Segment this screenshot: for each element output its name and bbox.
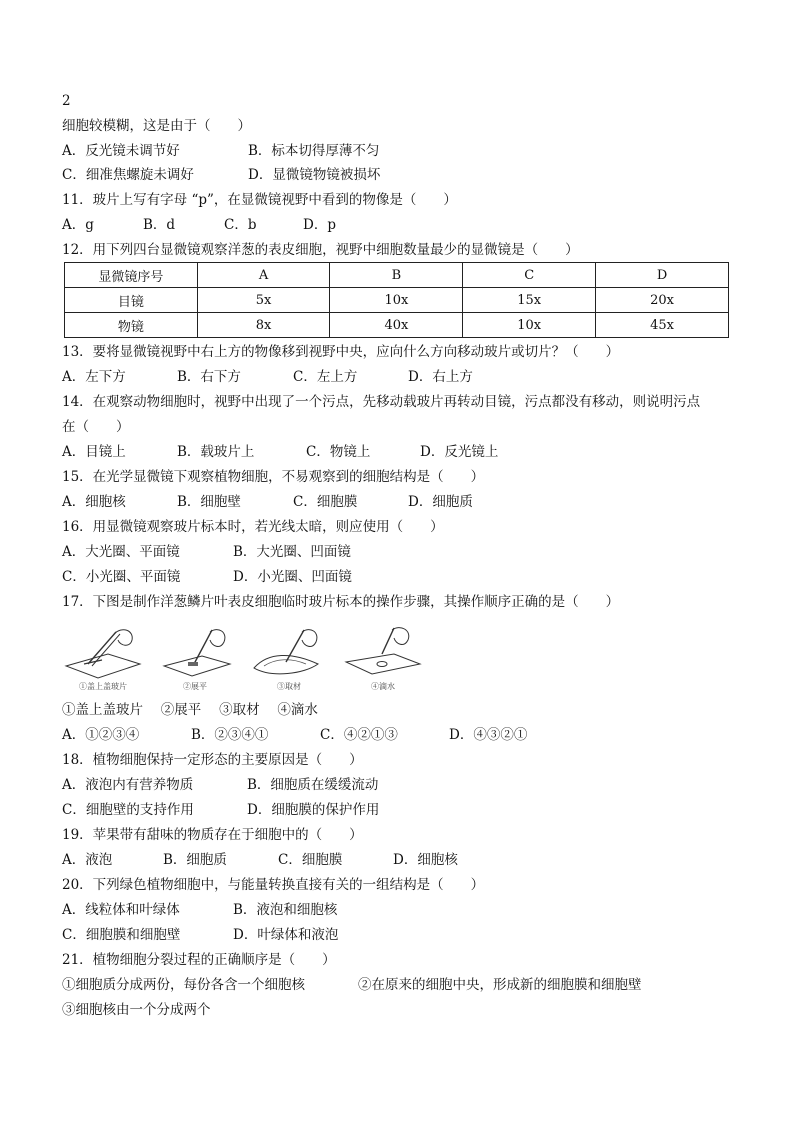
q15-option-a: A．细胞核	[62, 494, 126, 510]
q16-option-c: C．小光圈、平面镜	[62, 569, 181, 585]
table-cell: D	[596, 263, 729, 288]
step-caption: ①盖上盖玻片	[79, 682, 127, 691]
table-cell: C	[463, 263, 596, 288]
q16-option-d: D．小光圈、凹面镜	[233, 569, 352, 585]
table-cell: 8x	[197, 313, 330, 338]
q10-stem: 细胞较模糊，这是由于（ ）	[62, 118, 251, 134]
q17-steps: ①盖上盖玻片 ②展平 ③取材 ④滴水	[62, 702, 318, 718]
q15-stem: 15．在光学显微镜下观察植物细胞，不易观察到的细胞结构是（ ）	[62, 469, 485, 485]
q18-option-b: B．细胞质在缓缓流动	[247, 777, 379, 793]
q17-option-d: D．④③②①	[449, 727, 528, 743]
q13-option-c: C．左上方	[293, 369, 358, 385]
q21-stem: 21．植物细胞分裂过程的正确顺序是（ ）	[62, 952, 336, 968]
q18-option-a: A．液泡内有营养物质	[62, 777, 194, 793]
sample-illustration	[248, 624, 330, 680]
q19-stem: 19．苹果带有甜味的物质存在于细胞中的（ ）	[62, 827, 363, 843]
step-figure-sample	[248, 624, 330, 692]
q18-option-d: D．细胞膜的保护作用	[247, 802, 380, 818]
q18-stem: 18．植物细胞保持一定形态的主要原因是（ ）	[62, 752, 363, 768]
q19-option-d: D．细胞核	[393, 852, 458, 868]
q10-option-b: B．标本切得厚薄不匀	[248, 143, 380, 159]
q12-stem: 12．用下列四台显微镜观察洋葱的表皮细胞，视野中细胞数量最少的显微镜是（ ）	[62, 242, 579, 258]
q20-option-b: B．液泡和细胞核	[233, 902, 338, 918]
table-header-row	[65, 263, 729, 288]
step-caption: ②展平	[183, 682, 207, 691]
table-row	[65, 288, 729, 313]
microscope-table	[64, 262, 729, 338]
table-cell: 15x	[463, 288, 596, 313]
q13-option-a: A．左下方	[62, 369, 126, 385]
q17-option-a: A．①②③④	[62, 727, 140, 743]
q14-option-b: B．载玻片上	[177, 444, 255, 460]
q16-option-b: B．大光圈、凹面镜	[233, 544, 351, 560]
drop-water-illustration	[342, 624, 424, 680]
q14-option-c: C．物镜上	[306, 444, 371, 460]
q19-option-a: A．液泡	[62, 852, 113, 868]
q11-option-d: D．p	[303, 217, 336, 233]
table-cell: A	[197, 263, 330, 288]
q15-option-d: D．细胞质	[408, 494, 473, 510]
q14-option-a: A．目镜上	[62, 444, 126, 460]
table-cell: 显微镜序号	[65, 263, 198, 288]
q14-stem: 14．在观察动物细胞时，视野中出现了一个污点，先移动载玻片再转动目镜，污点都没有移动，则说明污点	[62, 394, 701, 410]
q20-option-a: A．线粒体和叶绿体	[62, 902, 180, 918]
q20-option-c: C．细胞膜和细胞壁	[62, 927, 181, 943]
q13-option-d: D．右上方	[408, 369, 473, 385]
table-cell: 20x	[596, 288, 729, 313]
q13-stem: 13．要将显微镜视野中右上方的物像移到视野中央，应向什么方向移动玻片或切片？（ ）	[62, 344, 620, 360]
q14-option-d: D．反光镜上	[420, 444, 499, 460]
table-cell: 10x	[463, 313, 596, 338]
flatten-illustration	[154, 624, 236, 680]
q15-option-c: C．细胞膜	[293, 494, 358, 510]
q17-stem: 17．下图是制作洋葱鳞片叶表皮细胞临时玻片标本的操作步骤，其操作顺序正确的是（ ）	[62, 594, 620, 610]
table-cell: B	[330, 263, 463, 288]
step-figure-cover	[62, 624, 144, 692]
step-caption: ③取材	[277, 682, 301, 691]
q16-option-a: A．大光圈、平面镜	[62, 544, 180, 560]
q21-step-3: ③细胞核由一个分成两个	[62, 1002, 211, 1018]
q19-option-c: C．细胞膜	[278, 852, 343, 868]
table-cell: 40x	[330, 313, 463, 338]
q21-step-2: ②在原来的细胞中央，形成新的细胞膜和细胞壁	[358, 977, 642, 993]
q13-option-b: B．右下方	[177, 369, 241, 385]
cover-slip-illustration	[62, 624, 144, 680]
q11-option-a: A．g	[62, 217, 94, 233]
table-cell: 45x	[596, 313, 729, 338]
table-cell: 物镜	[65, 313, 198, 338]
step-figure-drop	[342, 624, 424, 692]
q19-option-b: B．细胞质	[163, 852, 227, 868]
q16-stem: 16．用显微镜观察玻片标本时，若光线太暗，则应使用（ ）	[62, 519, 444, 535]
q20-option-d: D．叶绿体和液泡	[233, 927, 339, 943]
slide-steps-figure	[62, 624, 422, 694]
q15-option-b: B．细胞壁	[177, 494, 241, 510]
q17-option-b: B．②③④①	[191, 727, 269, 743]
q10-option-d: D．显微镜物镜被损坏	[248, 167, 381, 183]
page-number: 2	[62, 93, 71, 109]
step-caption: ④滴水	[371, 682, 395, 691]
table-row	[65, 313, 729, 338]
q20-stem: 20．下列绿色植物细胞中，与能量转换直接有关的一组结构是（ ）	[62, 877, 485, 893]
table-cell: 目镜	[65, 288, 198, 313]
q17-option-c: C．④②①③	[320, 727, 398, 743]
q18-option-c: C．细胞壁的支持作用	[62, 802, 194, 818]
table-cell: 10x	[330, 288, 463, 313]
step-figure-flatten	[154, 624, 236, 692]
q11-option-c: C．b	[224, 217, 257, 233]
q10-option-a: A．反光镜未调节好	[62, 143, 180, 159]
table-cell: 5x	[197, 288, 330, 313]
q14-stem-cont: 在（ ）	[62, 419, 130, 435]
q11-stem: 11．玻片上写有字母 “p”，在显微镜视野中看到的物像是（ ）	[62, 192, 457, 208]
q21-step-1: ①细胞质分成两份，每份各含一个细胞核	[62, 977, 305, 993]
q10-option-c: C．细准焦螺旋未调好	[62, 167, 194, 183]
q11-option-b: B．d	[143, 217, 176, 233]
